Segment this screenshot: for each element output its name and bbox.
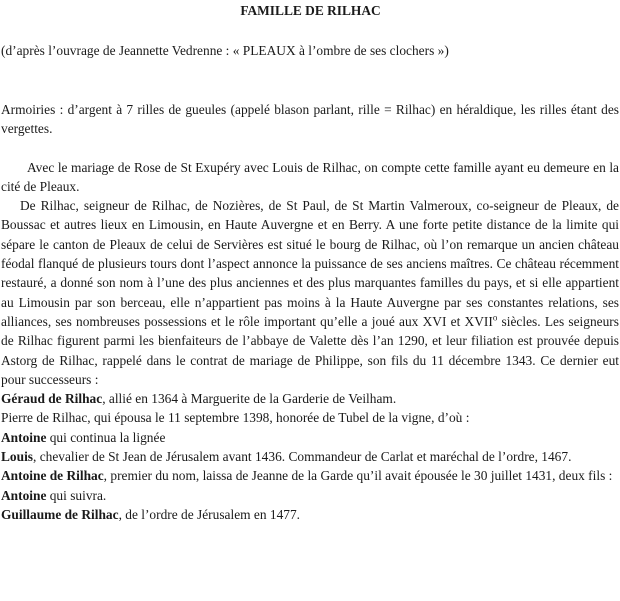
description-text: De Rilhac, seigneur de Rilhac, de Nozières, de St Paul, de St Martin Valmeroux, co-seigneur de Pleaux, de Boussac et autres lieux en Limousin, en Haute Auvergne et en Berry. A une forte petite distance de la limite qui sépare le canton de Pleaux de celui de Servières est situé le bourg de Rilhac, où l’on remarque un ancien château féodal flanqué de plusieurs tours dont l’aspect annonce la puissance de ses anciens maîtres. Ce château récemment restauré, a donné son nom à l’une des plus anciennes et des plus marquantes familles du pays, et si elle appartient au Limousin par son berceau, elle n’appartient pas moins à la Haute Auvergne par ses constantes relations, ses alliances, ses nombreuses possessions et le rôle important qu’elle a joué aux XVI et XVII: [1, 198, 619, 329]
lineage-name: Antoine: [1, 487, 47, 503]
lineage-entry: [1, 466, 619, 485]
century-superscript: o: [492, 312, 498, 323]
lineage-text: , chevalier de St Jean de Jérusalem avant 1436. Commandeur de Carlat et maréchal de l’ordre, 1467.: [33, 449, 572, 465]
lineage-entry: [1, 486, 619, 505]
lineage-text: qui continua la lignée: [46, 429, 166, 445]
description-paragraph: [1, 196, 619, 389]
lineage-entry: [1, 505, 619, 524]
lineage-text: , de l’ordre de Jérusalem en 1477.: [118, 506, 301, 522]
description-text-continued: siècles. Les seigneurs de Rilhac figurent parmi les bienfaiteurs de l’abbaye de Valette dès l’an 1290, et leur filiation est prouvée depuis Astorg de Rilhac, rappelé dans le contrat de mariage de Philippe, son fils du 11 décembre 1343. Ce dernier eut pour successeurs :: [1, 313, 619, 387]
lineage-name: Louis: [1, 449, 34, 465]
lineage-name: Antoine: [1, 429, 47, 445]
document-subtitle: (d’après l’ouvrage de Jeannette Vedrenne : « PLEAUX à l’ombre de ses clochers »): [1, 43, 449, 58]
lineage-name: Guillaume de Rilhac: [1, 506, 119, 522]
intro-paragraph: Avec le mariage de Rose de St Exupéry avec Louis de Rilhac, on compte cette famille ayant eu demeure en la cité de Pleaux.: [1, 159, 619, 194]
lineage-text: , allié en 1364 à Marguerite de la Garderie de Veilham.: [102, 391, 397, 407]
document-title: FAMILLE DE RILHAC: [240, 3, 381, 18]
lineage-entry: [1, 408, 619, 427]
lineage-entry: [1, 428, 619, 447]
lineage-text: , premier du nom, laissa de Jeanne de la Garde qu’il avait épousée le 30 juillet 1431, deux fils :: [103, 468, 613, 484]
lineage-name: Antoine de Rilhac: [1, 468, 104, 484]
lineage-name: Géraud de Rilhac: [1, 391, 103, 407]
lineage-text: Pierre de Rilhac, qui épousa le 11 septembre 1398, honorée de Tubel de la vigne, d’où :: [1, 410, 470, 426]
lineage-text: qui suivra.: [46, 487, 107, 503]
lineage-entry: [1, 389, 619, 408]
lineage-entry: [1, 447, 619, 466]
armoiries-paragraph: Armoiries : d’argent à 7 rilles de gueules (appelé blason parlant, rille = Rilhac) en héraldique, les rilles étant des vergettes.: [1, 102, 619, 137]
